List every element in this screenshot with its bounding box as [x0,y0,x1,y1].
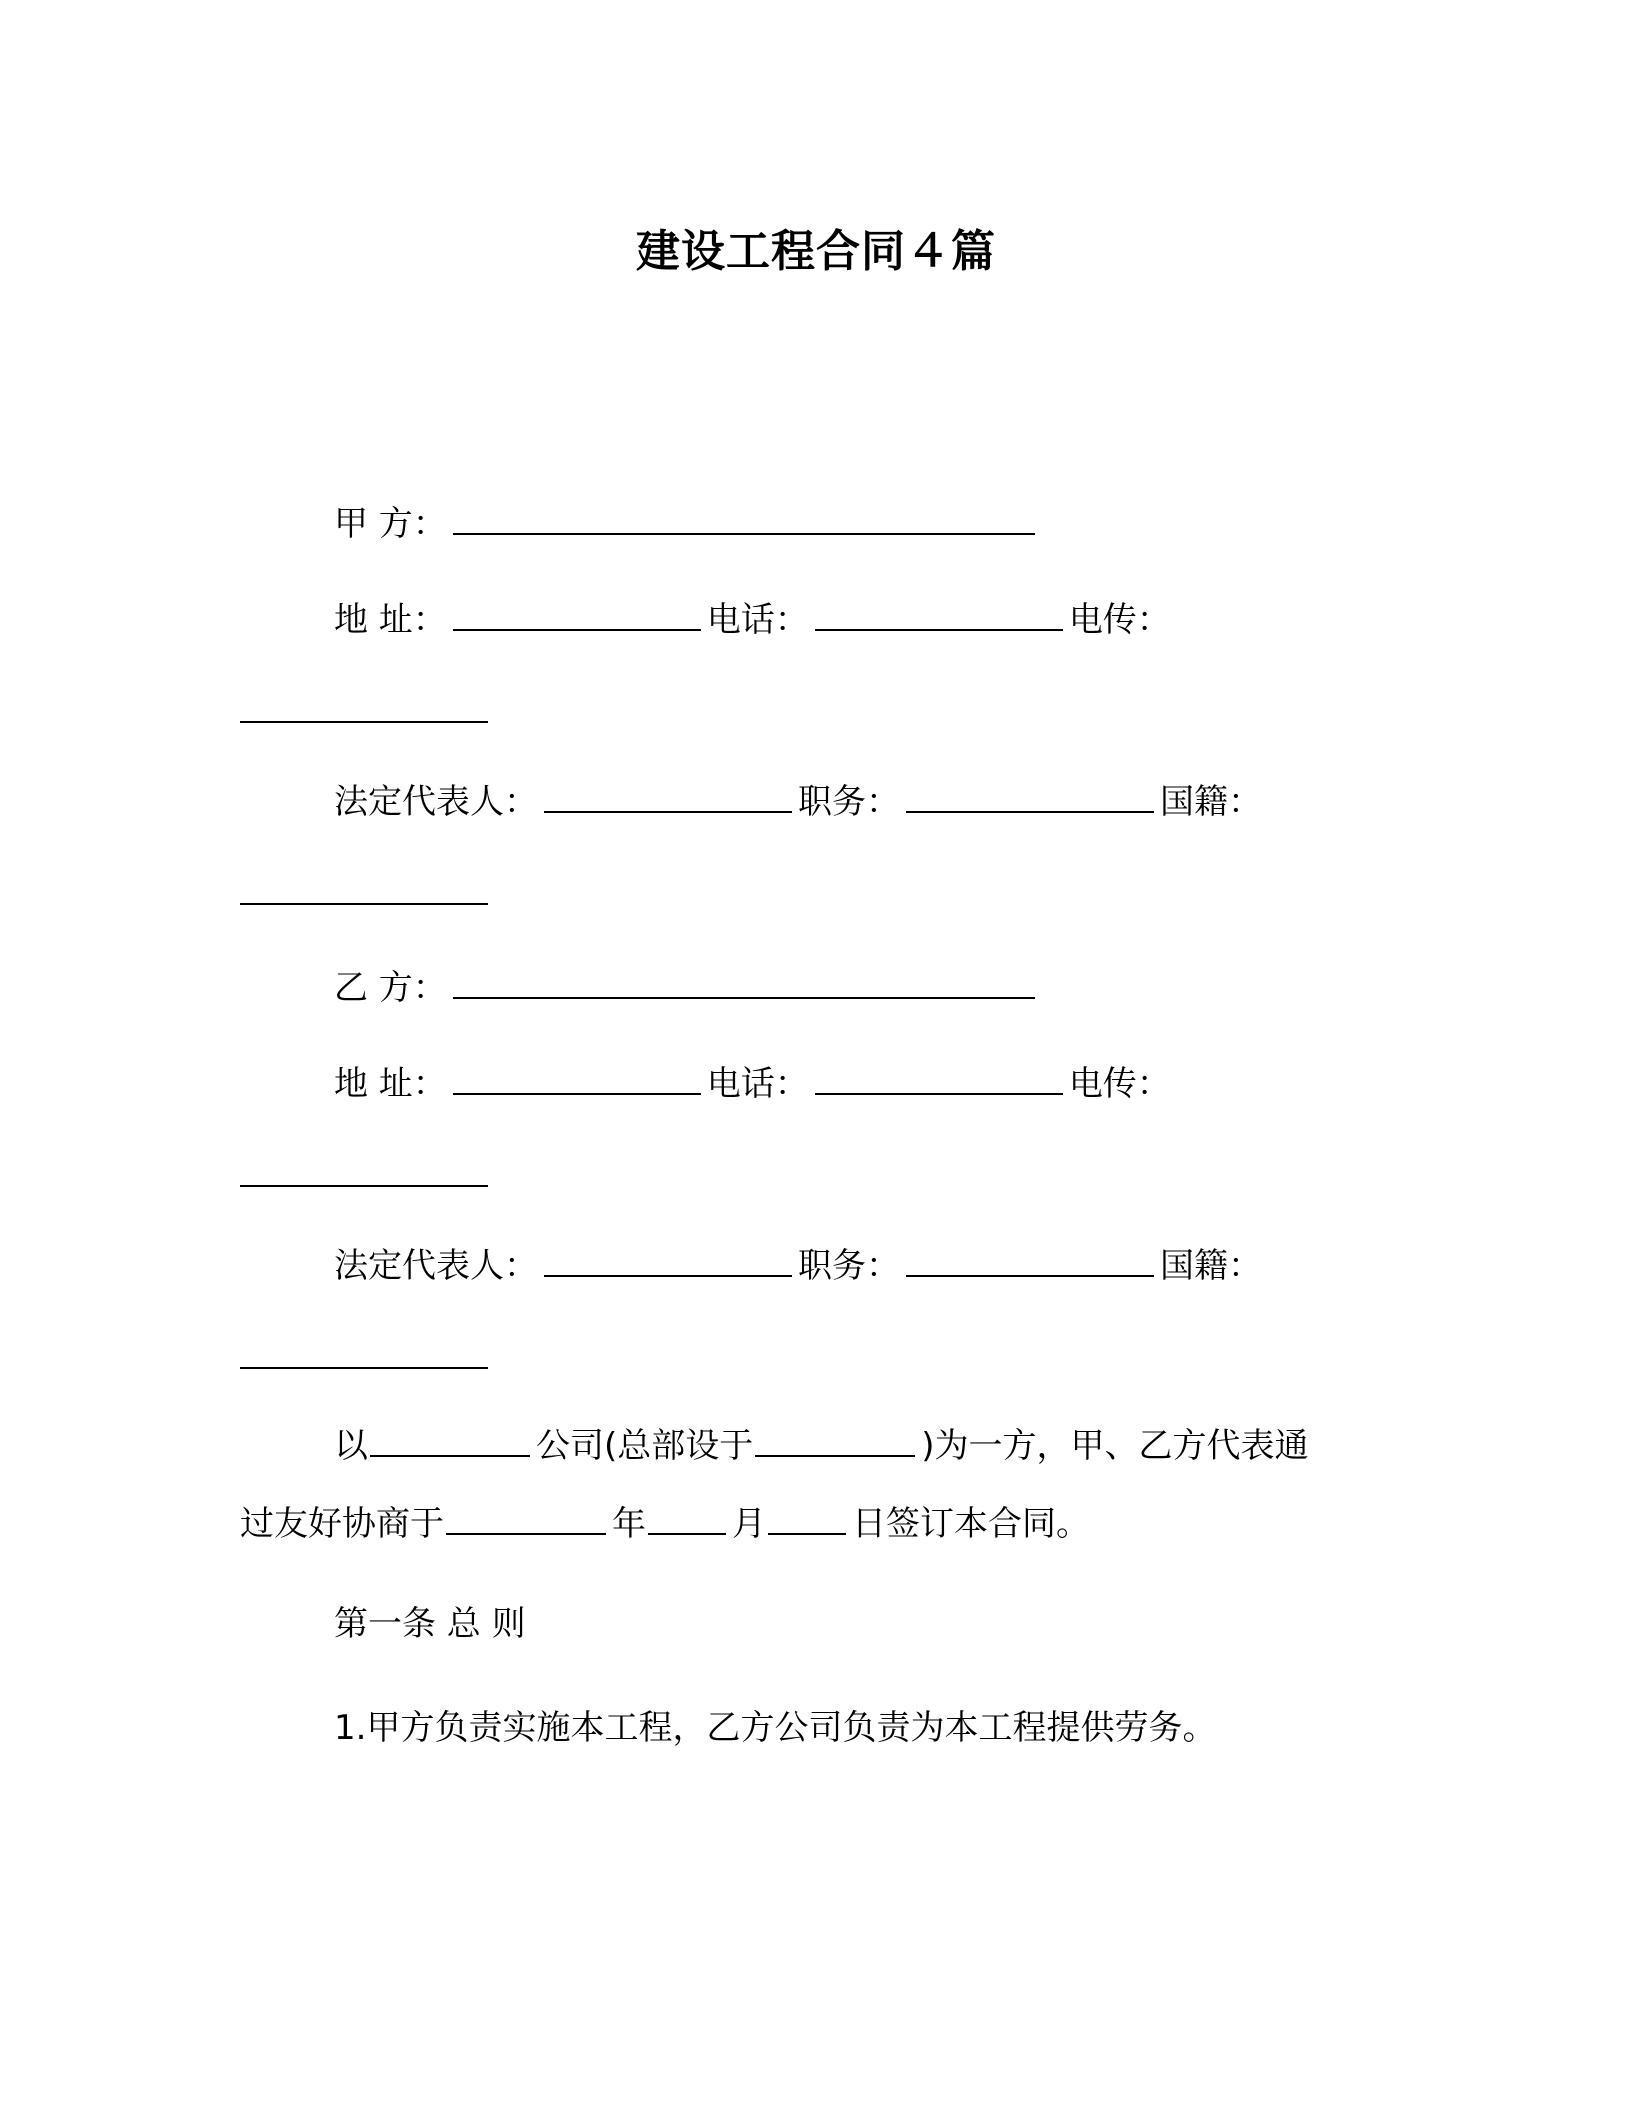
preamble-part1: 以 [334,1426,368,1466]
party-b-rep-line [334,1244,1262,1288]
party-b-position-label: 职务： [798,1246,900,1286]
preamble-part3: )为一方，甲、乙方代表通 [921,1426,1309,1466]
party-a-contact-line [334,598,1171,642]
month-blank[interactable] [648,1503,726,1535]
party-a-address-blank[interactable] [453,599,701,631]
year-blank[interactable] [446,1503,606,1535]
party-a-address-label: 地 址： [334,600,447,640]
party-b-address-label: 地 址： [334,1064,447,1104]
preamble-part2: 公司(总部设于 [536,1426,754,1466]
party-b-address-blank[interactable] [453,1063,701,1095]
party-b-blank[interactable] [453,967,1035,999]
party-b-position-blank[interactable] [906,1245,1154,1277]
party-a-blank[interactable] [453,503,1035,535]
preamble-part6: 月 [732,1504,766,1544]
party-b-rep-blank[interactable] [544,1245,792,1277]
party-b-nationality-blank[interactable] [240,1337,488,1369]
preamble-part4: 过友好协商于 [240,1504,444,1544]
party-a-rep-blank[interactable] [544,781,792,813]
preamble-part5: 年 [612,1504,646,1544]
party-b-fax-blank[interactable] [240,1155,488,1187]
party-b-nationality-label: 国籍： [1160,1246,1262,1286]
article-1-item-1: 1.甲方负责实施本工程，乙方公司负责为本工程提供劳务。 [334,1708,1217,1748]
party-b-line [334,966,1041,1010]
company-blank[interactable] [370,1425,530,1457]
party-b-phone-label: 电话： [706,1064,809,1104]
party-b-rep-label: 法定代表人： [334,1246,538,1286]
party-b-fax-label: 电传： [1068,1064,1171,1104]
party-b-label: 乙 方： [334,968,447,1008]
party-b-phone-blank[interactable] [815,1063,1063,1095]
party-a-nationality-blank[interactable] [240,873,488,905]
party-b-nationality-line [240,1336,494,1380]
preamble-line-1 [334,1424,1309,1468]
party-a-fax-blank[interactable] [240,691,488,723]
party-a-rep-label: 法定代表人： [334,782,538,822]
party-a-nationality-label: 国籍： [1160,782,1262,822]
party-a-rep-line [334,780,1262,824]
preamble-line-2 [240,1502,1090,1546]
headquarters-blank[interactable] [755,1425,915,1457]
party-a-fax-label: 电传： [1068,600,1171,640]
party-a-nationality-line [240,872,494,916]
party-a-fax-line [240,690,494,734]
party-a-phone-blank[interactable] [815,599,1063,631]
party-a-label: 甲 方： [334,504,447,544]
party-a-position-blank[interactable] [906,781,1154,813]
party-a-line [334,502,1041,546]
party-a-position-label: 职务： [798,782,900,822]
party-b-fax-line [240,1154,494,1198]
party-a-phone-label: 电话： [706,600,809,640]
document-title: 建设工程合同４篇 [636,226,996,277]
day-blank[interactable] [768,1503,846,1535]
article-1-heading: 第一条 总 则 [334,1604,526,1644]
party-b-contact-line [334,1062,1171,1106]
preamble-part7: 日签订本合同。 [852,1504,1090,1544]
